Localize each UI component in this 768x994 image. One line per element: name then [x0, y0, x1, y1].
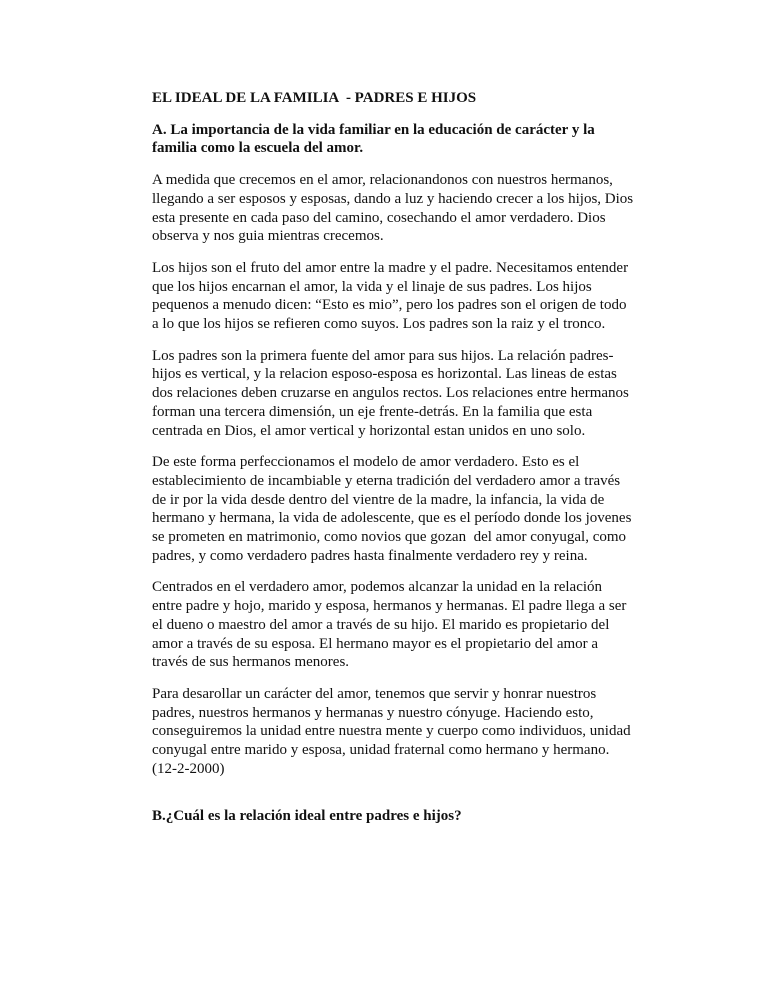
paragraph-model-of-true-love: De este forma perfeccionamos el modelo de amor verdadero. Esto es el establecimiento de incambiable y eterna tradición del verdadero amor a través de ir por la vida desde dentro del vientre de la madre, la infancia, la vida de hermano y hermana, la vida de adolescente, que es el período donde los jovenes se prometen en matrimonio, como novios que gozan del amor conyugal, como padres, y como verdadero padres hasta finalmente verdadero rey y reina.	[152, 454, 636, 564]
section-a-heading: A. La importancia de la vida familiar en la educación de carácter y la familia como la escuela del amor.	[152, 121, 595, 157]
paragraph-developing-character-of-love: Para desarollar un carácter del amor, tenemos que servir y honrar nuestros padres, nuestros hermanos y hermanas y nuestro cónyuge. Haciendo esto, conseguiremos la unidad entre nuestra mente y cuerpo como individuos, unidad conyugal entre marido y esposa, unidad fraternal como hermano y hermano. (12-2-2000)	[152, 685, 635, 777]
paragraph-centered-in-true-love: Centrados en el verdadero amor, podemos alcanzar la unidad en la relación entre padre y hojo, marido y esposa, hermanos y hermanas. El padre llega a ser el dueno o maestro del amor a través de su hijo. El marido es propietario del amor a través de su esposa. El hermano mayor es el propietario del amor a través de sus hermanos menores.	[152, 579, 631, 671]
paragraph-parents-first-source: Los padres son la primera fuente del amor para sus hijos. La relación padres-hijos es vertical, y la relacion esposo-esposa es horizontal. Las lineas de estas dos relaciones deben cruzarse en angulos rectos. Los relaciones entre hermanos forman una tercera dimensión, un eje frente-detrás. En la familia que esta centrada en Dios, el amor vertical y horizontal estan unidos en uno solo.	[152, 347, 633, 439]
document-title: EL IDEAL DE LA FAMILIA - PADRES E HIJOS	[152, 90, 477, 106]
document-content	[152, 89, 637, 825]
section-b-heading: B.¿Cuál es la relación ideal entre padres e hijos?	[152, 807, 462, 824]
paragraph-children-fruit-of-love: Los hijos son el fruto del amor entre la madre y el padre. Necesitamos entender que los hijos encarnan el amor, la vida y el linaje de sus padres. Los hijos pequenos a menudo dicen: “Esto es mio”, pero los padres son el origen de todo a lo que los hijos se refieren como suyos. Los padres son la raiz y el tronco.	[152, 259, 632, 333]
paragraph-growing-in-love: A medida que crecemos en el amor, relacionandonos con nuestros hermanos, llegando a ser esposos y esposas, dando a luz y haciendo crecer a los hijos, Dios esta presente en cada paso del camino, cosechando el amor verdadero. Dios observa y nos guia mientras crecemos.	[152, 172, 637, 245]
